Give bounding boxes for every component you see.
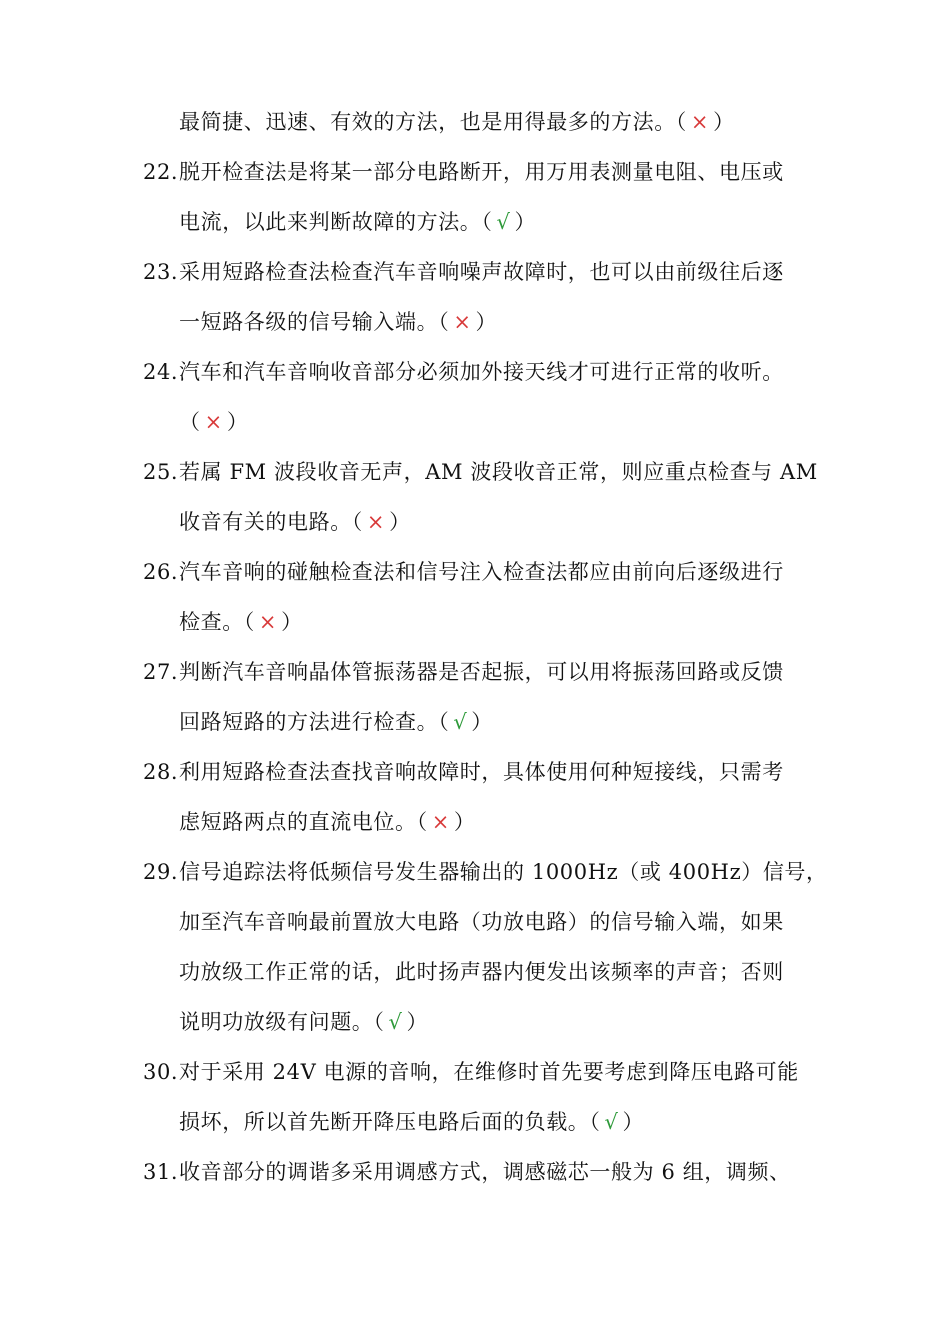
question-text: 利用短路检查法查找音响故障时，具体使用何种短接线，只需考 [179,760,784,784]
question-text: （ [179,410,201,434]
question-item [143,1047,823,1097]
question-text: 汽车和汽车音响收音部分必须加外接天线才可进行正常的收听。 [179,360,784,384]
wrong-mark-icon: × [690,110,710,134]
question-text: ） [514,210,537,234]
question-item [143,547,823,597]
question-text: ） [453,810,476,834]
question-number: 31. [143,1160,179,1184]
right-mark-icon: √ [604,1110,619,1134]
question-text: 最简捷、迅速、有效的方法，也是用得最多的方法。（ [179,110,687,134]
right-mark-icon: √ [388,1010,403,1034]
question-text: ） [622,1110,645,1134]
question-text: 一短路各级的信号输入端。（ [179,310,450,334]
wrong-mark-icon: × [453,310,472,334]
question-text: 对于采用 24V 电源的音响，在维修时首先要考虑到降压电路可能 [179,1060,799,1084]
question-number: 25. [143,460,179,484]
question-line [143,397,823,447]
question-line [143,197,823,247]
question-number: 27. [143,660,179,684]
right-mark-icon: √ [453,710,468,734]
question-line [143,897,823,947]
question-text: 信号追踪法将低频信号发生器输出的 1000Hz（或 400Hz）信号， [179,860,828,884]
question-line [143,497,823,547]
question-number: 26. [143,560,179,584]
question-text: ） [471,710,493,734]
question-text: ） [475,310,498,334]
question-item [143,747,823,797]
question-text: 采用短路检查法检查汽车音响噪声故障时，也可以由前级往后逐 [179,260,784,284]
question-item [143,847,828,897]
question-text: 虑短路两点的直流电位。（ [179,810,428,834]
wrong-mark-icon: × [204,410,223,434]
question-line [143,797,823,847]
question-line [143,97,823,147]
question-item [143,347,823,397]
question-text: 功放级工作正常的话，此时扬声器内便发出该频率的声音；否则 [179,960,784,984]
question-item [143,647,823,697]
question-text: 收音有关的电路。（ [179,510,363,534]
question-text: 损坏，所以首先断开降压电路后面的负载。（ [179,1110,601,1134]
question-text: 收音部分的调谐多采用调感方式，调感磁芯一般为 6 组，调频、 [179,1160,791,1184]
question-text: 汽车音响的碰触检查法和信号注入检查法都应由前向后逐级进行 [179,560,784,584]
question-text: 检查。（ [179,610,255,634]
question-number: 23. [143,260,179,284]
question-number: 22. [143,160,179,184]
wrong-mark-icon: × [258,610,278,634]
question-text: 电流，以此来判断故障的方法。（ [179,210,493,234]
question-text: 若属 FM 波段收音无声，AM 波段收音正常，则应重点检查与 AM [179,460,818,484]
question-item [143,247,823,297]
question-line [143,997,823,1047]
question-number: 28. [143,760,179,784]
question-line [143,297,823,347]
question-text: 脱开检查法是将某一部分电路断开，用万用表测量电阻、电压或 [179,160,784,184]
question-number: 29. [143,860,179,884]
question-text: 说明功放级有问题。（ [179,1010,385,1034]
question-line [143,1097,823,1147]
question-number: 24. [143,360,179,384]
wrong-mark-icon: × [366,510,386,534]
wrong-mark-icon: × [431,810,450,834]
question-item [143,147,823,197]
question-line [143,697,823,747]
question-text: 判断汽车音响晶体管振荡器是否起振，可以用将振荡回路或反馈 [179,660,784,684]
right-mark-icon: √ [496,210,511,234]
question-text: ） [226,410,249,434]
question-text: ） [389,510,411,534]
question-text: 加至汽车音响最前置放大电路（功放电路）的信号输入端，如果 [179,910,784,934]
question-line [143,597,823,647]
question-text: ） [281,610,303,634]
question-list [143,97,828,1197]
question-item [143,447,823,497]
question-text: ） [406,1010,429,1034]
question-item [143,1147,823,1197]
question-text: ） [713,110,735,134]
question-line [143,947,823,997]
question-text: 回路短路的方法进行检查。（ [179,710,450,734]
question-number: 30. [143,1060,179,1084]
